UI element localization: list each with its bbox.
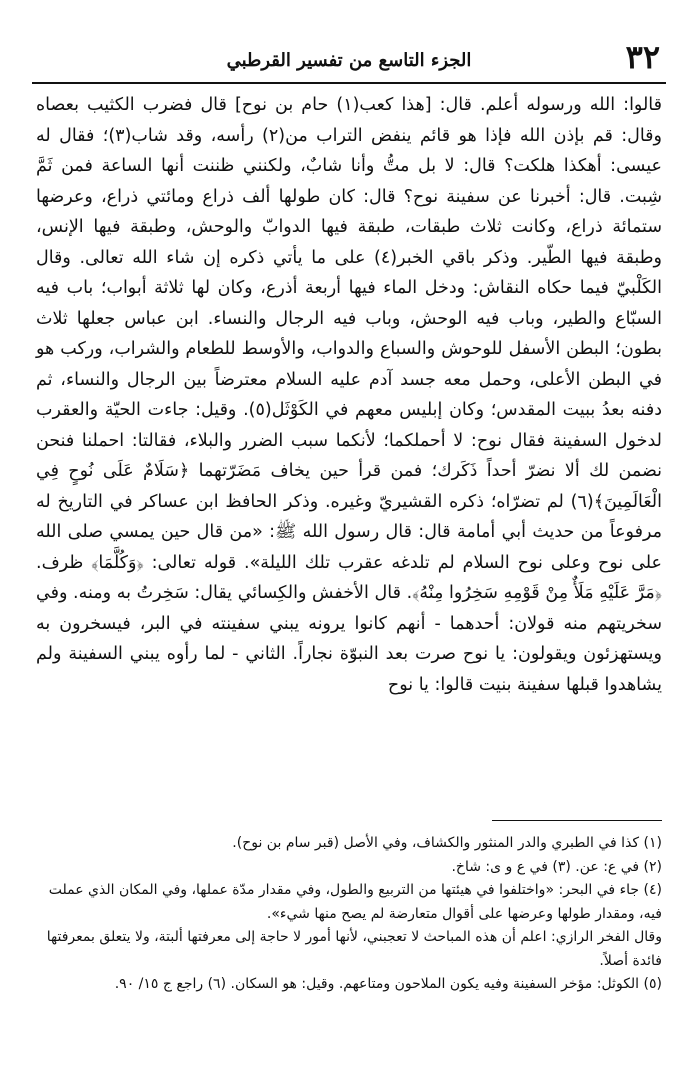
main-text xyxy=(36,90,662,700)
footnotes xyxy=(36,832,662,997)
page-header xyxy=(32,36,666,82)
body-paragraph: قالوا: الله ورسوله أعلم. قال: [هذا كعب(١) حام بن نوح] قال فضرب الكثيب بعصاه وقال: قم بإذن الله فإذا هو قائم ينفض التراب من(٢) رأسه، وقد شاب(٣)؛ فقال له عيسى: أهكذا هلكت؟ قال: لا بل متُّ وأنا شابٌ، ولكنني ظننت أنها الساعة فمن ثَمَّ شِبت. قال: أخبرنا عن سفينة نوح؟ قال: كان طولها ألف ذراع ومائتي ذراع، وعرضها ستمائة ذراع، وكانت ثلاث طبقات، طبقة فيها الدوابّ والوحش، وطبقة فيها الإنس، وطبقة فيها الطّير. وذكر باقي الخبر(٤) على ما يأتي ذكره إن شاء الله تعالى. وقال الكَلْبيّ فيما حكاه النقاش: ودخل الماء فيها أربعة أذرع، وكان لها ثلاثة أبواب؛ باب فيه السبّاع والطير، وباب فيه الوحش، وباب فيه الرجال والنساء. ابن عباس جعلها ثلاث بطون؛ البطن الأسفل للوحوش والسباع والدواب، والأوسط للطعام والشراب، وركب هو في البطن الأعلى، وحمل معه جسد آدم عليه السلام معترضاً بين الرجال والنساء، ثم دفنه بعدُ ببيت المقدس؛ وكان إبليس معهم في الكَوْثَل(٥). وقيل: جاءت الحيّة والعقرب لدخول السفينة فقال نوح: لا أحملكما؛ لأنكما سبب الضرر والبلاء، فقالتا: احملنا فنحن نضمن لك ألا نضرّ أحداً ذَكَرك؛ فمن قرأ حين يخاف مَضَرّتهما ﴿سَلَامٌ عَلَى نُوحٍ فِي الْعَالَمِينَ﴾(٦) لم تضرّاه؛ ذكره القشيريّ وغيره. وذكر الحافظ ابن عساكر في التاريخ له مرفوعاً من حديث أبي أمامة قال: قال رسول الله ﷺ: «من قال حين يمسي صلى الله على نوح وعلى نوح السلام لم تلدغه عقرب تلك الليلة». قوله تعالى: ﴿وَكُلَّمَا﴾ ظرف. ﴿مَرَّ عَلَيْهِ مَلَأٌ مِنْ قَوْمِهِ سَخِرُوا مِنْهُ﴾. قال الأخفش والكِسائي يقال: سَخِرتُ به ومنه. وفي سخريتهم منه قولان: أحدهما - أنهم كانوا يرونه يبني سفينته في البر، فيسخرون به ويستهزئون ويقولون: يا نوح صرت بعد النبوّة نجاراً. الثاني - لما رأوه يبني السفينة ولم يشاهدوا قبلها سفينة بنيت قالوا: يا نوح xyxy=(36,95,663,695)
page-number: ٣٢ xyxy=(625,38,660,76)
footnote-5-6: (٥) الكوثل: مؤخر السفينة وفيه يكون الملاحون ومتاعهم. وقيل: هو السكان. (٦) راجع ج ١٥/ ٩٠. xyxy=(114,976,662,992)
footnote-4: (٤) جاء في البحر: «واختلفوا في هيئتها من التربيع والطول، وفي مقدار مدّة عملها، وفي المكان الذي عملت فيه، ومقدار طولها وعرضها على أقوال متعارضة لم يصح منها شيء». xyxy=(48,882,662,922)
footnote-1: (١) كذا في الطبري والدر المنثور والكشاف، وفي الأصل (قبر سام بن نوح). xyxy=(232,835,662,851)
footnote-divider xyxy=(492,820,662,821)
running-title: الجزء التاسع من تفسير القرطبي xyxy=(226,50,472,71)
header-divider xyxy=(32,82,666,84)
footnote-4-continued: وقال الفخر الرازي: اعلم أن هذه المباحث لا تعجبني، لأنها أمور لا حاجة إلى معرفتها ألبتة، ولا يتعلق بمعرفتها فائدة أصلاً. xyxy=(46,929,662,969)
footnote-2-3: (٢) في ع: عن. (٣) في ع و ى: شاخ. xyxy=(451,858,662,875)
